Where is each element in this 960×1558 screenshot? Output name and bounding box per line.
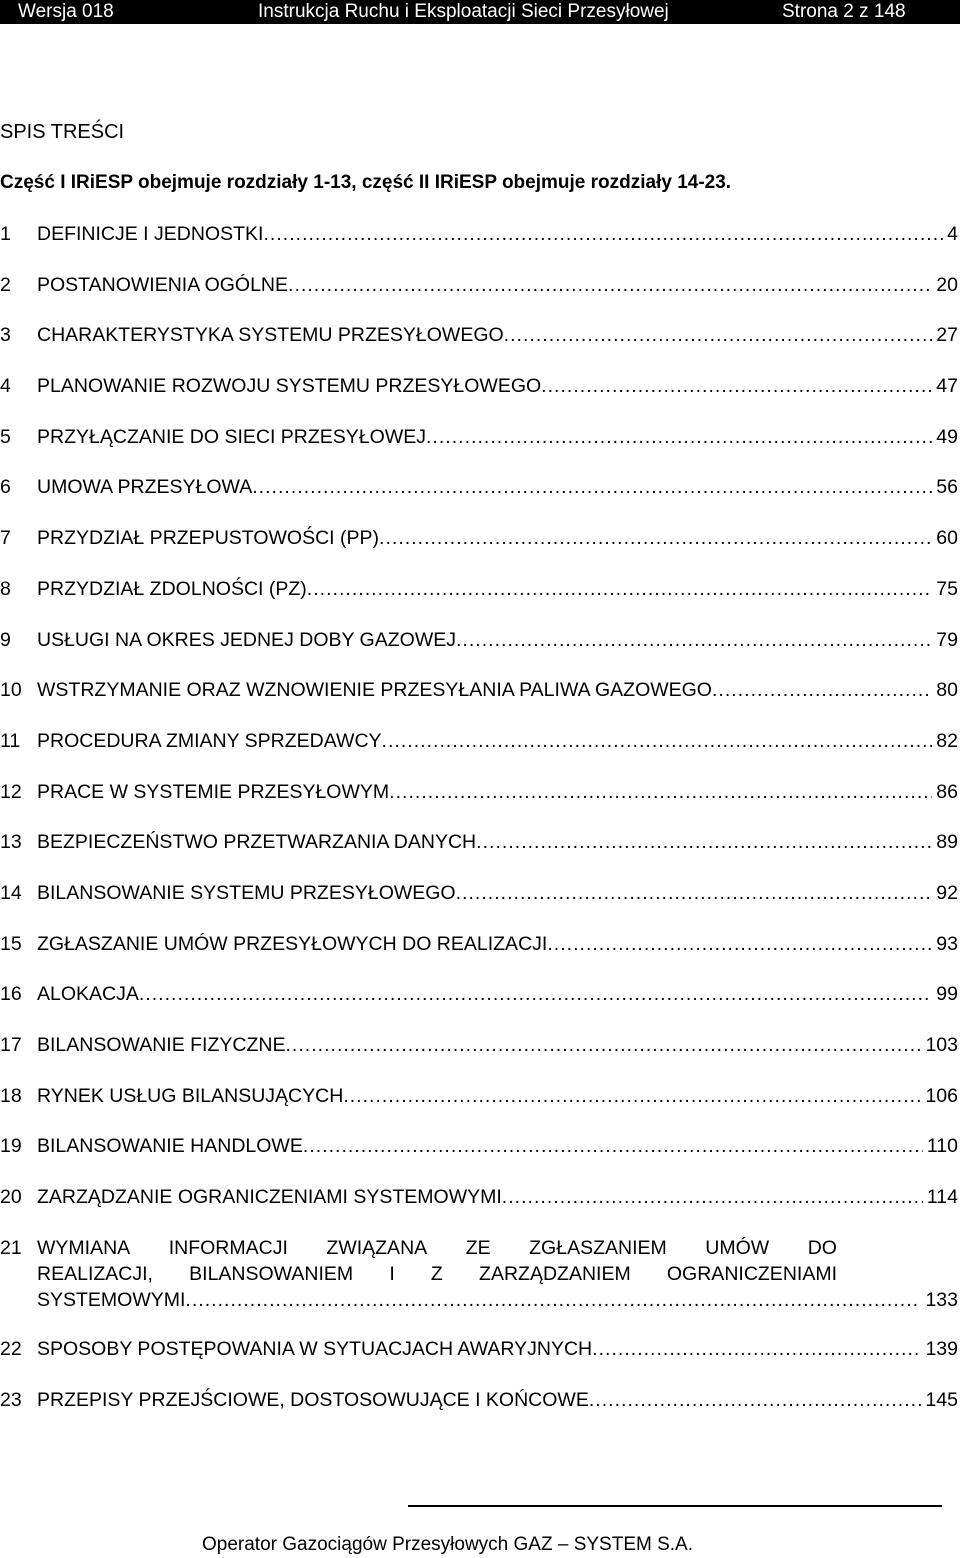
toc-dot-leader [456,628,932,652]
toc-dot-leader [285,1033,921,1057]
toc-dot-leader [139,982,932,1006]
toc-dot-leader [476,830,932,854]
toc-entry-page: 110 [926,1135,958,1158]
toc-entry-title: BILANSOWANIE FIZYCZNE [37,1034,286,1056]
toc-dot-leader [456,881,933,905]
toc-entry[interactable] [0,881,958,932]
toc-dot-leader [426,425,932,449]
toc-entry-title-word: ZARZĄDZANIEM [479,1262,631,1285]
toc-entry-title: BILANSOWANIE HANDLOWE [37,1135,303,1158]
toc-entry-title: BILANSOWANIE SYSTEMU PRZESYŁOWEGO [37,881,456,904]
page-number: Strona 2 z 148 [782,1,906,22]
toc-entry[interactable] [0,222,958,273]
toc-entry[interactable] [0,323,958,374]
toc-entry[interactable] [0,526,958,577]
toc-heading: SPIS TREŚCI [0,121,125,143]
toc-entry-title: DEFINICJE I JEDNOSTKI [37,223,264,245]
toc-entry-page: 106 [925,1084,958,1107]
toc-entry-number: 2 [0,273,11,296]
toc-entry-title: BEZPIECZEŃSTWO PRZETWARZANIA DANYCH [37,831,477,854]
toc-dot-leader [502,1185,923,1209]
toc-entry[interactable] [0,475,958,526]
toc-dot-leader [547,932,932,956]
toc-dot-leader [592,1337,921,1361]
toc-entry-title: SPOSOBY POSTĘPOWANIA W SYTUACJACH AWARYJNYCH [37,1338,593,1361]
toc-entry-number: 13 [0,831,22,854]
toc-entry[interactable] [0,678,958,729]
toc-entry-title: WSTRZYMANIE ORAZ WZNOWIENIE PRZESYŁANIA PALIWA GAZOWEGO [37,679,712,702]
toc-entry[interactable] [0,780,958,831]
toc-entry-number: 15 [0,932,22,955]
toc-entry-page: 103 [925,1034,958,1056]
toc-dot-leader [185,1288,921,1312]
toc-entry-number: 19 [0,1135,22,1158]
toc-entry-number: 7 [0,527,11,550]
toc-entry-page: 60 [936,527,958,550]
toc-entry-number: 12 [0,780,22,803]
toc-entry[interactable] [0,1185,958,1236]
toc-entry-number: 16 [0,983,22,1006]
toc-entry[interactable] [0,1236,958,1338]
toc-entry-number: 11 [0,729,21,752]
toc-entry-page: 49 [936,425,958,448]
toc-entry[interactable] [0,1084,958,1135]
toc-entry-title: ZGŁASZANIE UMÓW PRZESYŁOWYCH DO REALIZACJI [37,932,548,955]
toc-entry-title: PRZYDZIAŁ ZDOLNOŚCI (PZ) [37,577,307,600]
toc-entry-number: 9 [0,628,11,651]
toc-entry-number: 17 [0,1034,22,1056]
toc-entry[interactable] [0,982,958,1033]
toc-dot-leader [252,475,932,499]
toc-entry-page: 4 [947,223,958,245]
toc-dot-leader [288,273,932,297]
toc-dot-leader [382,729,933,753]
toc-entry-title: USŁUGI NA OKRES JEDNEJ DOBY GAZOWEJ [37,628,456,651]
toc-entry-page: 20 [936,273,958,296]
toc-entry-title: ALOKACJA [37,983,139,1006]
toc-entry-number: 20 [0,1186,22,1209]
toc-entry-title: PRZEPISY PRZEJŚCIOWE, DOSTOSOWUJĄCE I KOŃCOWE [37,1388,589,1411]
toc-entry-number: 5 [0,425,11,448]
toc-entry-page: 56 [936,476,958,499]
toc-dot-leader [589,1388,922,1412]
toc-entry-number: 22 [0,1338,22,1361]
toc-entry[interactable] [0,273,958,324]
toc-entry-title-word: OGRANICZENIAMI [666,1262,837,1285]
document-version: Wersja 018 [18,1,114,22]
toc-entry-title-word: REALIZACJI, [37,1262,153,1285]
toc-entry-page: 92 [936,881,958,904]
toc-entry-page: 79 [936,628,958,651]
toc-entry-number: 1 [0,223,11,245]
toc-dot-leader [504,323,933,347]
page-header [0,0,960,24]
toc-dot-leader [379,526,932,550]
toc-dot-leader [389,780,932,804]
toc-entry-title-word: WYMIANA [37,1236,131,1259]
toc-entry[interactable] [0,1337,958,1388]
toc-entry-title-word: BILANSOWANIEM [189,1262,354,1285]
toc-entry-page: 89 [936,831,958,854]
toc-dot-leader [303,1134,923,1158]
toc-entry-title-word: ZWIĄZANA [326,1236,428,1259]
toc-entry-number: 18 [0,1084,22,1107]
toc-entry-page: 75 [936,577,958,600]
toc-entry-title: PLANOWANIE ROZWOJU SYSTEMU PRZESYŁOWEGO [37,375,542,398]
toc-entry-number: 6 [0,476,11,499]
toc-entry[interactable] [0,577,958,628]
page-footer: Operator Gazociągów Przesyłowych GAZ – SYSTEM S.A. [202,1534,694,1555]
toc-entry-title: PROCEDURA ZMIANY SPRZEDAWCY [37,729,382,752]
toc-entry[interactable] [0,830,958,881]
toc-entry-page: 99 [936,983,958,1006]
toc-entry-title: CHARAKTERYSTYKA SYSTEMU PRZESYŁOWEGO [37,324,504,347]
toc-entry-title: ZARZĄDZANIE OGRANICZENIAMI SYSTEMOWYMI [37,1186,502,1209]
toc-entry[interactable] [0,1388,958,1439]
toc-entry-title: PRACE W SYSTEMIE PRZESYŁOWYM [37,780,390,803]
toc-entry-page: 47 [936,375,958,398]
toc-dot-leader [307,577,933,601]
toc-entry-page: 145 [925,1388,958,1411]
toc-entry[interactable] [0,628,958,679]
toc-dot-leader [712,678,932,702]
toc-entry-number: 23 [0,1388,22,1411]
toc-entry-page: 86 [936,780,958,803]
toc-entry-title: UMOWA PRZESYŁOWA [37,476,253,499]
toc-entry-page: 93 [936,932,958,955]
toc-entry-title: SYSTEMOWYMI [37,1288,186,1311]
toc-entry-number: 3 [0,324,11,347]
toc-entry[interactable] [0,374,958,425]
toc-entry-number: 10 [0,679,22,702]
toc-dot-leader [541,374,932,398]
toc-entry-number: 14 [0,881,22,904]
toc-entry[interactable] [0,1033,958,1084]
toc-entry-title-word: DO [807,1236,837,1259]
toc-entry[interactable] [0,932,958,983]
toc-entry-page: 114 [926,1186,958,1209]
toc-note: Część I IRiESP obejmuje rozdziały 1-13, część II IRiESP obejmuje rozdziały 14-23. [0,172,732,193]
toc-entry-title: POSTANOWIENIA OGÓLNE [37,273,289,296]
toc-dot-leader [343,1084,921,1108]
toc-entry-number: 21 [0,1236,22,1259]
toc-entry-title-word: ZE [465,1236,491,1259]
toc-entry-page: 82 [936,729,958,752]
footer-divider [408,1505,942,1507]
toc-entry[interactable] [0,425,958,476]
toc-entry-title-word: ZGŁASZANIEM [529,1236,667,1259]
toc-entry-title: PRZYDZIAŁ PRZEPUSTOWOŚCI (PP) [37,527,380,550]
toc-entry-page: 27 [936,324,958,347]
toc-entry-page: 80 [936,679,958,702]
toc-entry[interactable] [0,1134,958,1185]
toc-entry-page: 133 [925,1288,958,1311]
toc-list [0,222,958,1439]
toc-entry-title-word: I [389,1262,395,1285]
toc-entry-page: 139 [925,1338,958,1361]
toc-entry-title-word: INFORMACJI [168,1236,288,1259]
toc-entry[interactable] [0,729,958,780]
toc-entry-number: 8 [0,577,11,600]
toc-entry-number: 4 [0,375,11,398]
document-title: Instrukcja Ruchu i Eksploatacji Sieci Przesyłowej [258,1,669,22]
toc-entry-title: PRZYŁĄCZANIE DO SIECI PRZESYŁOWEJ [37,425,426,448]
toc-entry-title-word: UMÓW [705,1236,770,1259]
toc-dot-leader [263,222,943,246]
toc-entry-title-word: Z [430,1262,443,1285]
toc-entry-title: RYNEK USŁUG BILANSUJĄCYCH [37,1084,344,1107]
